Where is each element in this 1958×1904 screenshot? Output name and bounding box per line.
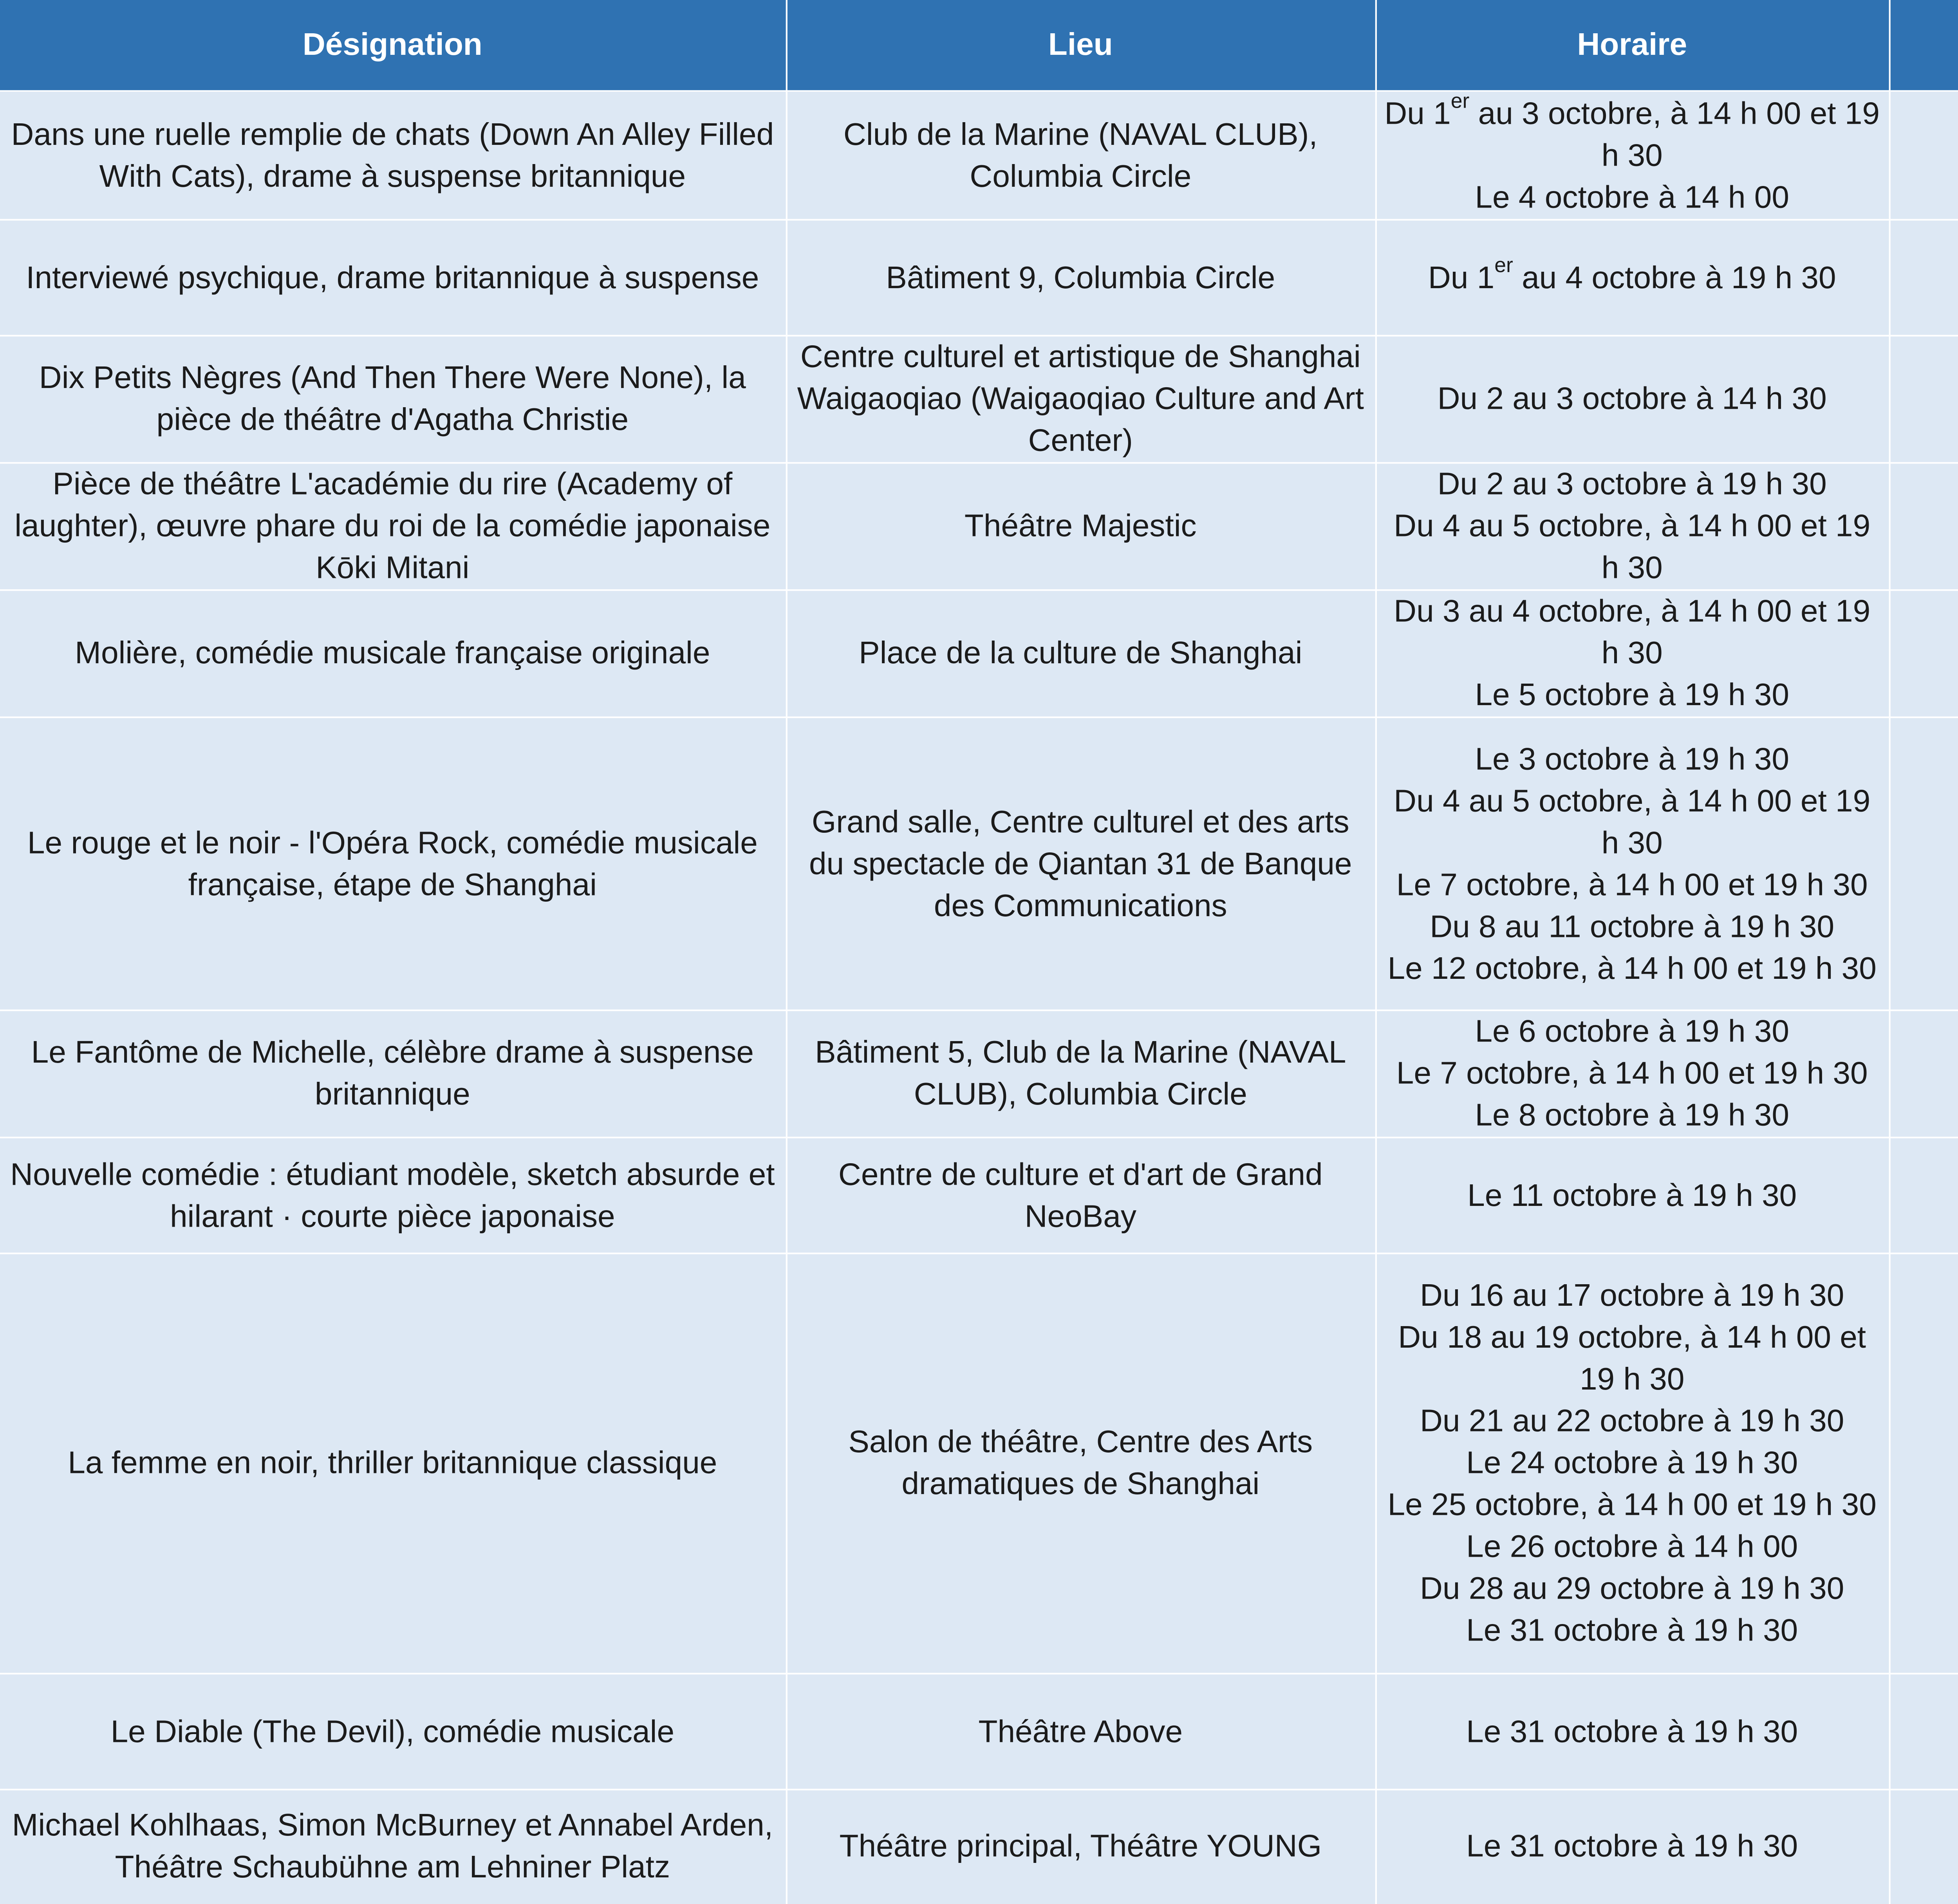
schedule-line-text: Le 31 octobre à 19 h 30 (1466, 1829, 1798, 1865)
header-row (0, 0, 1958, 91)
schedule-line-text: Le 12 octobre, à 14 h 00 et 19 h 30 (1387, 951, 1877, 986)
cell-tarif (1889, 1674, 1958, 1790)
schedule-line-text: Le 31 octobre à 19 h 30 (1466, 1714, 1798, 1749)
schedule-line-text: Du 3 au 4 octobre, à 14 h 00 et 19 h 30 (1394, 594, 1871, 671)
schedule-line (1384, 1275, 1880, 1317)
table-row (0, 463, 1958, 590)
table-row (0, 590, 1958, 717)
schedule-line-text: au 3 octobre, à 14 h 00 et 19 h 30 (1469, 96, 1880, 173)
schedule-line (1384, 176, 1880, 218)
cell-lieu: Grand salle, Centre culturel et des arts du spectacle de Qiantan 31 de Banque des Communications (786, 717, 1375, 1010)
schedule-line (1384, 780, 1880, 864)
cell-horaire (1375, 1674, 1889, 1790)
schedule-line (1384, 1317, 1880, 1401)
table-row (0, 717, 1958, 1010)
cell-lieu: Club de la Marine (NAVAL CLUB), Columbia Circle (786, 91, 1375, 220)
schedule-line-text: Du 28 au 29 octobre à 19 h 30 (1420, 1571, 1844, 1607)
table-row (0, 336, 1958, 463)
cell-tarif (1889, 1790, 1958, 1904)
cell-horaire (1375, 88, 1889, 220)
column-header-lieu: Lieu (786, 0, 1375, 91)
cell-lieu: Centre culturel et artistique de Shanghai Waigaoqiao (Waigaoqiao Culture and Art Center) (786, 336, 1375, 463)
schedule-line (1384, 1443, 1880, 1485)
schedule-line (1384, 738, 1880, 780)
cell-horaire (1375, 717, 1889, 1010)
table-row (0, 220, 1958, 336)
cell-tarif (1889, 91, 1958, 220)
table-row (0, 1790, 1958, 1904)
cell-tarif (1889, 717, 1958, 1010)
schedule-line (1384, 1526, 1880, 1568)
cell-designation: Le rouge et le noir - l'Opéra Rock, comédie musicale française, étape de Shanghai (0, 717, 786, 1010)
schedule-line (1384, 464, 1880, 505)
column-header-horaire: Horaire (1375, 0, 1889, 91)
table-row (0, 1253, 1958, 1673)
schedule-line (1384, 1568, 1880, 1610)
cell-horaire (1375, 1137, 1889, 1253)
cell-designation: Le Fantôme de Michelle, célèbre drame à suspense britannique (0, 1010, 786, 1137)
table-row (0, 1137, 1958, 1253)
cell-lieu: Bâtiment 9, Columbia Circle (786, 220, 1375, 336)
schedule-line (1384, 378, 1880, 420)
schedule-line-text: Le 6 octobre à 19 h 30 (1475, 1014, 1789, 1050)
cell-horaire (1375, 1010, 1889, 1137)
schedule-line-text: Du 1 (1428, 260, 1495, 296)
schedule-line (1384, 1175, 1880, 1216)
table-row (0, 91, 1958, 220)
schedule-line (1384, 864, 1880, 906)
schedule-line-text: Du 4 au 5 octobre, à 14 h 00 et 19 h 30 (1394, 509, 1871, 586)
schedule-line-text: Du 4 au 5 octobre, à 14 h 00 et 19 h 30 (1394, 783, 1871, 861)
cell-designation: Dans une ruelle remplie de chats (Down An Alley Filled With Cats), drame à suspense britannique (0, 91, 786, 220)
cell-designation: Le Diable (The Devil), comédie musicale (0, 1674, 786, 1790)
schedule-line-text: Le 7 octobre, à 14 h 00 et 19 h 30 (1396, 867, 1868, 902)
schedule-line (1384, 675, 1880, 716)
schedule-line (1384, 1053, 1880, 1095)
column-header-designation: Désignation (0, 0, 786, 91)
schedule-line (1384, 1011, 1880, 1053)
schedule-line (1384, 906, 1880, 947)
cell-tarif (1889, 336, 1958, 463)
schedule-line (1384, 1610, 1880, 1652)
cell-horaire (1375, 336, 1889, 463)
schedule-line-text: Le 3 octobre à 19 h 30 (1475, 741, 1789, 777)
table-row (0, 1010, 1958, 1137)
cell-designation: Molière, comédie musicale française originale (0, 590, 786, 717)
table-row (0, 1674, 1958, 1790)
cell-designation: Nouvelle comédie : étudiant modèle, sketch absurde et hilarant · courte pièce japonaise (0, 1137, 786, 1253)
schedule-line-text: Le 24 octobre à 19 h 30 (1466, 1446, 1798, 1482)
schedule-line-text: au 4 octobre à 19 h 30 (1513, 260, 1836, 296)
cell-tarif (1889, 1253, 1958, 1673)
cell-designation: Interviewé psychique, drame britannique à suspense (0, 220, 786, 336)
cell-tarif (1889, 463, 1958, 590)
schedule-line (1384, 1095, 1880, 1137)
schedule-line-text: Du 1 (1384, 96, 1451, 132)
cell-designation: La femme en noir, thriller britannique classique (0, 1253, 786, 1673)
cell-lieu: Bâtiment 5, Club de la Marine (NAVAL CLUB), Columbia Circle (786, 1010, 1375, 1137)
cell-lieu: Salon de théâtre, Centre des Arts dramatiques de Shanghai (786, 1253, 1375, 1673)
cell-horaire (1375, 590, 1889, 717)
schedule-line-text: Le 11 octobre à 19 h 30 (1467, 1178, 1797, 1213)
cell-horaire (1375, 1253, 1889, 1673)
schedule-line-text: Du 18 au 19 octobre, à 14 h 00 et 19 h 30 (1398, 1320, 1866, 1398)
ordinal-superscript: er (1450, 88, 1470, 113)
cell-tarif (1889, 220, 1958, 336)
schedule-line-text: Du 21 au 22 octobre à 19 h 30 (1420, 1404, 1844, 1440)
cell-tarif (1889, 590, 1958, 717)
schedule-line (1384, 1826, 1880, 1868)
cell-lieu: Théâtre Above (786, 1674, 1375, 1790)
cell-designation: Dix Petits Nègres (And Then There Were None), la pièce de théâtre d'Agatha Christie (0, 336, 786, 463)
schedule-line-text: Le 7 octobre, à 14 h 00 et 19 h 30 (1396, 1056, 1868, 1092)
cell-designation: Pièce de théâtre L'académie du rire (Academy of laughter), œuvre phare du roi de la comédie japonaise Kōki Mitani (0, 463, 786, 590)
cell-tarif (1889, 1137, 1958, 1253)
schedule-line (1384, 1401, 1880, 1443)
schedule-line-text: Le 5 octobre à 19 h 30 (1475, 678, 1789, 713)
schedule-line (1384, 88, 1880, 176)
cell-lieu: Théâtre principal, Théâtre YOUNG (786, 1790, 1375, 1904)
schedule-line-text: Du 16 au 17 octobre à 19 h 30 (1420, 1278, 1844, 1314)
cell-horaire (1375, 220, 1889, 336)
schedule-line-text: Le 26 octobre à 14 h 00 (1466, 1529, 1798, 1565)
schedule-line (1384, 505, 1880, 589)
cell-horaire (1375, 1790, 1889, 1904)
cell-lieu: Théâtre Majestic (786, 463, 1375, 590)
cell-horaire (1375, 463, 1889, 590)
schedule-line-text: Le 4 octobre à 14 h 00 (1475, 179, 1789, 215)
schedule-line-text: Le 8 octobre à 19 h 30 (1475, 1098, 1789, 1133)
cell-lieu: Place de la culture de Shanghai (786, 590, 1375, 717)
cell-lieu: Centre de culture et d'art de Grand NeoBay (786, 1137, 1375, 1253)
schedule-line (1384, 947, 1880, 989)
schedule-line-text: Du 2 au 3 octobre à 19 h 30 (1437, 467, 1827, 503)
schedule-line-text: Le 25 octobre, à 14 h 00 et 19 h 30 (1387, 1487, 1877, 1523)
schedule-line (1384, 1484, 1880, 1526)
schedule-line-text: Le 31 octobre à 19 h 30 (1466, 1613, 1798, 1649)
schedule-line (1384, 253, 1880, 299)
cell-designation: Michael Kohlhaas, Simon McBurney et Annabel Arden, Théâtre Schaubühne am Lehniner Platz (0, 1790, 786, 1904)
schedule-line (1384, 1711, 1880, 1752)
schedule-line-text: Du 2 au 3 octobre à 14 h 30 (1437, 381, 1827, 417)
column-header-tarif (1889, 0, 1958, 91)
schedule-line (1384, 591, 1880, 675)
ordinal-superscript: er (1494, 253, 1513, 277)
cell-tarif (1889, 1010, 1958, 1137)
schedule-line-text: Du 8 au 11 octobre à 19 h 30 (1430, 909, 1835, 944)
